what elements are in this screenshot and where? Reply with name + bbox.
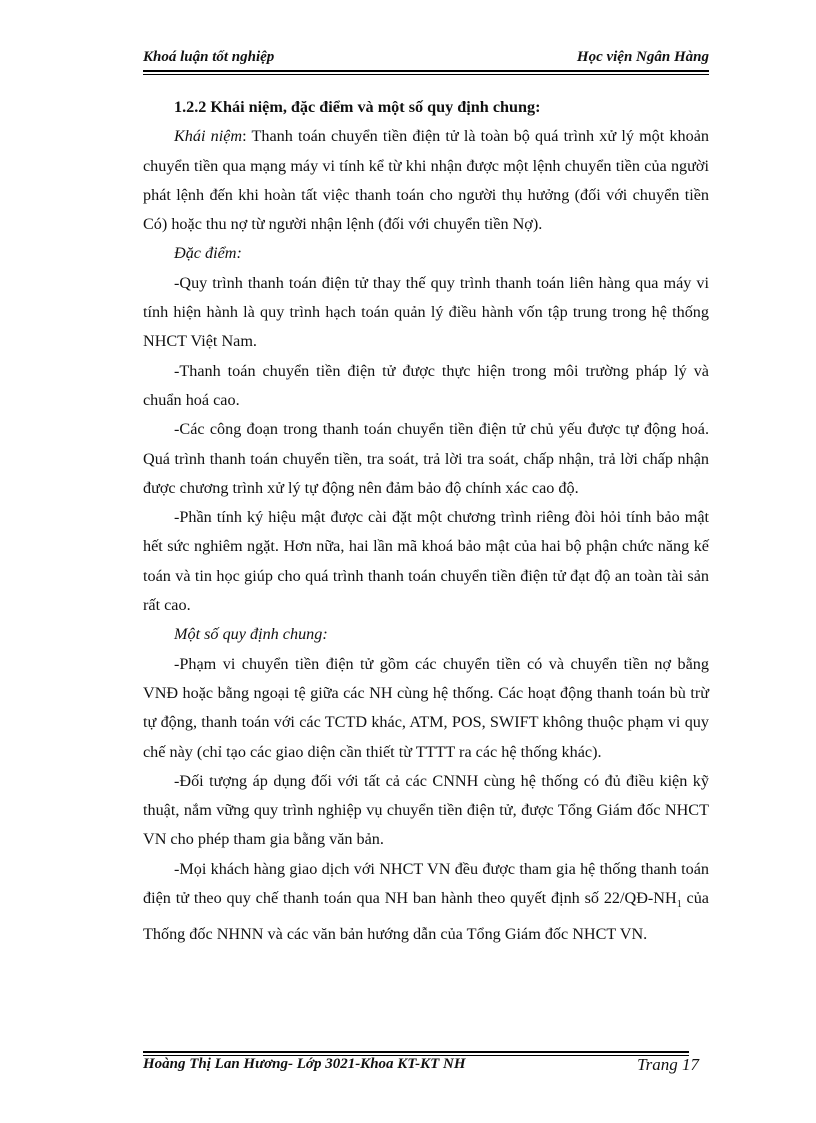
regulation-item-3-subscript: 1	[676, 899, 682, 911]
feature-item-4: -Phần tính ký hiệu mật được cài đặt một chương trình riêng đòi hỏi tính bảo mật hết sức nghiêm ngặt. Hơn nữa, hai lần mã khoá bảo mật của hai bộ phận chức năng kế toán và tin học giúp cho quá trình thanh toán chuyển tiền điện tử đạt độ an toàn tài sản rất cao.	[143, 508, 709, 615]
concept-paragraph	[143, 122, 709, 239]
regulation-item-3-before: -Mọi khách hàng giao dịch với NHCT VN đều được tham gia hệ thống thanh toán điện tử theo quy chế thanh toán qua NH ban hành theo quyết định số 22/QĐ-NH	[143, 859, 709, 908]
header-institution-label: Học viện Ngân Hàng	[576, 49, 709, 65]
feature-item-2: -Thanh toán chuyển tiền điện tử được thực hiện trong môi trường pháp lý và chuẩn hoá cao.	[143, 361, 709, 409]
page-header	[143, 47, 709, 71]
footer-rule	[143, 1051, 689, 1053]
features-heading: Đặc điểm:	[174, 244, 242, 263]
regulation-item-2: -Đối tượng áp dụng đối với tất cả các CNNH cùng hệ thống có đủ điều kiện kỹ thuật, nắm vững quy trình nghiệp vụ chuyển tiền điện tử, được Tổng Giám đốc NHCT VN cho phép tham gia bằng văn bản.	[143, 771, 709, 849]
regulation-item-3	[143, 855, 709, 949]
page-body	[143, 93, 709, 949]
regulations-heading: Một số quy định chung:	[174, 625, 328, 644]
feature-item-3: -Các công đoạn trong thanh toán chuyển tiền điện tử chủ yếu được tự động hoá. Quá trình thanh toán chuyển tiền, tra soát, trả lời tra soát, chấp nhận, trả lời chấp nhận được chương trình xử lý tự động nên đảm bảo độ chính xác cao độ.	[143, 420, 709, 497]
header-rule	[143, 70, 709, 72]
section-title: 1.2.2 Khái niệm, đặc điểm và một số quy định chung:	[174, 98, 541, 116]
feature-item-1: -Quy trình thanh toán điện tử thay thế quy trình thanh toán liên hàng qua máy vi tính hiện hành là quy trình hạch toán quản lý điều hành vốn tập trung trong hệ thống NHCT Việt Nam.	[143, 273, 709, 351]
footer-author-label: Hoàng Thị Lan Hương- Lớp 3021-Khoa KT-KT NH	[143, 1056, 466, 1072]
page-footer	[143, 1056, 699, 1080]
concept-text: : Thanh toán chuyển tiền điện tử là toàn bộ quá trình xử lý một khoản chuyển tiền qua mạng máy vi tính kể từ khi nhận được một lệnh chuyển tiền của người phát lệnh đến khi hoàn tất việc thanh toán cho người thụ hưởng (đối với chuyển tiền Có) hoặc thu nợ từ người nhận lệnh (đối với chuyển tiền Nợ).	[143, 127, 709, 234]
concept-label: Khái niệm	[174, 127, 243, 146]
header-thesis-label: Khoá luận tốt nghiệp	[143, 49, 275, 65]
header-rule-thin	[143, 74, 709, 75]
regulation-item-3-after: của Thống đốc NHNN và các văn bản hướng dẫn của Tổng Giám đốc NHCT VN.	[143, 889, 709, 943]
regulation-item-1: -Phạm vi chuyển tiền điện tử gồm các chuyển tiền có và chuyển tiền nợ bằng VNĐ hoặc bằng ngoại tệ giữa các NH cùng hệ thống. Các hoạt động thanh toán bù trừ tự động, thanh toán với các TCTD khác, ATM, POS, SWIFT không thuộc phạm vi quy chế này (chỉ tạo các giao diện cần thiết từ TTTT ra các hệ thống khác).	[143, 654, 709, 761]
page-number: Trang 17	[637, 1055, 699, 1074]
